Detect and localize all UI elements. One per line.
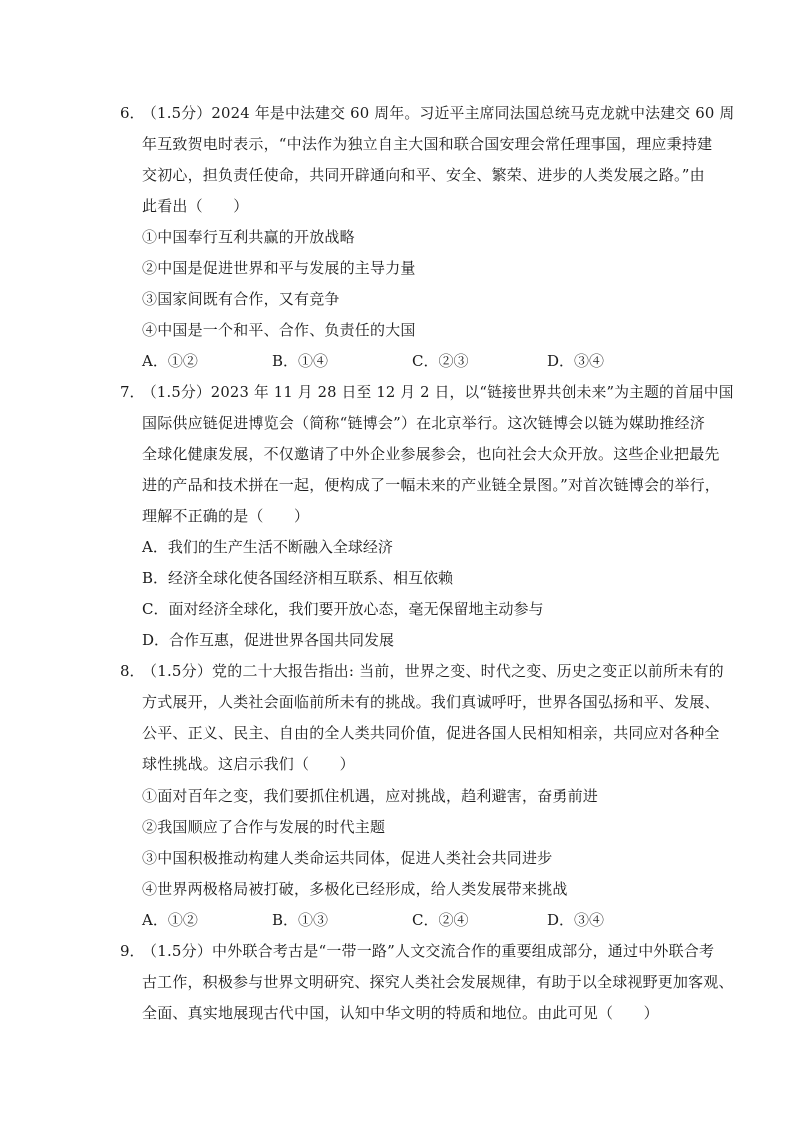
statement-item: ③中国积极推动构建人类命运共同体，促进人类社会共同进步 bbox=[142, 849, 553, 867]
question-text-line: （1.5分）中外联合考古是“一带一路”人文交流合作的重要组成部分，通过中外联合考 bbox=[142, 942, 715, 960]
answer-option-b[interactable]: B．经济全球化使各国经济相互联系、相互依赖 bbox=[142, 569, 454, 587]
statement-item: ③国家间既有合作，又有竞争 bbox=[142, 290, 340, 308]
statement-item: ①面对百年之变，我们要抓住机遇，应对挑战，趋利避害，奋勇前进 bbox=[142, 787, 599, 805]
question-text-line: （1.5分）党的二十大报告指出: 当前，世界之变、时代之变、历史之变正以前所未有的 bbox=[142, 662, 724, 680]
question-text-line: 年互致贺电时表示，“中法作为独立自主大国和联合国安理会常任理事国，理应秉持建 bbox=[142, 135, 713, 153]
question-text-line: 交初心，担负责任使命，共同开辟通向和平、安全、繁荣、进步的人类发展之路。”由 bbox=[142, 166, 705, 184]
answer-option-a[interactable]: A．①② bbox=[142, 911, 198, 929]
question-number: 8． bbox=[120, 662, 145, 680]
answer-option-d[interactable]: D．③④ bbox=[547, 352, 605, 370]
question-text-line: 全面、真实地展现古代中国，认知中华文明的特质和地位。由此可见（ ） bbox=[142, 1004, 659, 1022]
statement-item: ②我国顺应了合作与发展的时代主题 bbox=[142, 818, 386, 836]
statement-item: ④世界两极格局被打破，多极化已经形成，给人类发展带来挑战 bbox=[142, 880, 568, 898]
answer-option-c[interactable]: C．②④ bbox=[412, 911, 469, 929]
answer-option-c[interactable]: C．面对经济全球化，我们要开放心态，毫无保留地主动参与 bbox=[142, 600, 544, 618]
answer-option-d[interactable]: D．③④ bbox=[547, 911, 605, 929]
answer-option-b[interactable]: B．①③ bbox=[272, 911, 329, 929]
question-text-line: 全球化健康发展，不仅邀请了中外企业参展参会，也向社会大众开放。这些企业把最先 bbox=[142, 445, 720, 463]
answer-option-c[interactable]: C．②③ bbox=[412, 352, 469, 370]
question-number: 6． bbox=[120, 104, 145, 122]
question-number: 9． bbox=[120, 942, 145, 960]
question-text-line: 古工作，积极参与世界文明研究、探究人类社会发展规律，有助于以全球视野更加客观、 bbox=[142, 973, 734, 991]
answer-option-a[interactable]: A．我们的生产生活不断融入全球经济 bbox=[142, 538, 393, 556]
statement-item: ④中国是一个和平、合作、负责任的大国 bbox=[142, 321, 416, 339]
question-text-line: （1.5分）2023 年 11 月 28 日至 12 月 2 日，以“链接世界共创未来”为主题的首届中国 bbox=[142, 383, 734, 401]
question-text-line: 球性挑战。这启示我们（ ） bbox=[142, 755, 355, 773]
question-text-line: 方式展开，人类社会面临前所未有的挑战。我们真诚呼吁，世界各国弘扬和平、发展、 bbox=[142, 693, 720, 711]
question-text-line: 国际供应链促进博览会（简称“链博会”）在北京举行。这次链博会以链为媒助推经济 bbox=[142, 414, 705, 432]
question-text-line: 理解不正确的是（ ） bbox=[142, 507, 310, 525]
question-text-line: 此看出（ ） bbox=[142, 197, 249, 215]
question-text-line: 公平、正义、民主、自由的全人类共同价值，促进各国人民相知相亲，共同应对各种全 bbox=[142, 724, 720, 742]
question-number: 7． bbox=[120, 383, 145, 401]
answer-option-b[interactable]: B．①④ bbox=[272, 352, 329, 370]
statement-item: ①中国奉行互利共赢的开放战略 bbox=[142, 228, 355, 246]
answer-option-a[interactable]: A．①② bbox=[142, 352, 198, 370]
answer-option-d[interactable]: D．合作互惠，促进世界各国共同发展 bbox=[142, 631, 395, 649]
statement-item: ②中国是促进世界和平与发展的主导力量 bbox=[142, 259, 416, 277]
question-text-line: 进的产品和技术拼在一起，便构成了一幅未来的产业链全景图。”对首次链博会的举行， bbox=[142, 476, 720, 494]
question-text-line: （1.5分）2024 年是中法建交 60 周年。习近平主席同法国总统马克龙就中法建交 60 周 bbox=[142, 104, 735, 122]
